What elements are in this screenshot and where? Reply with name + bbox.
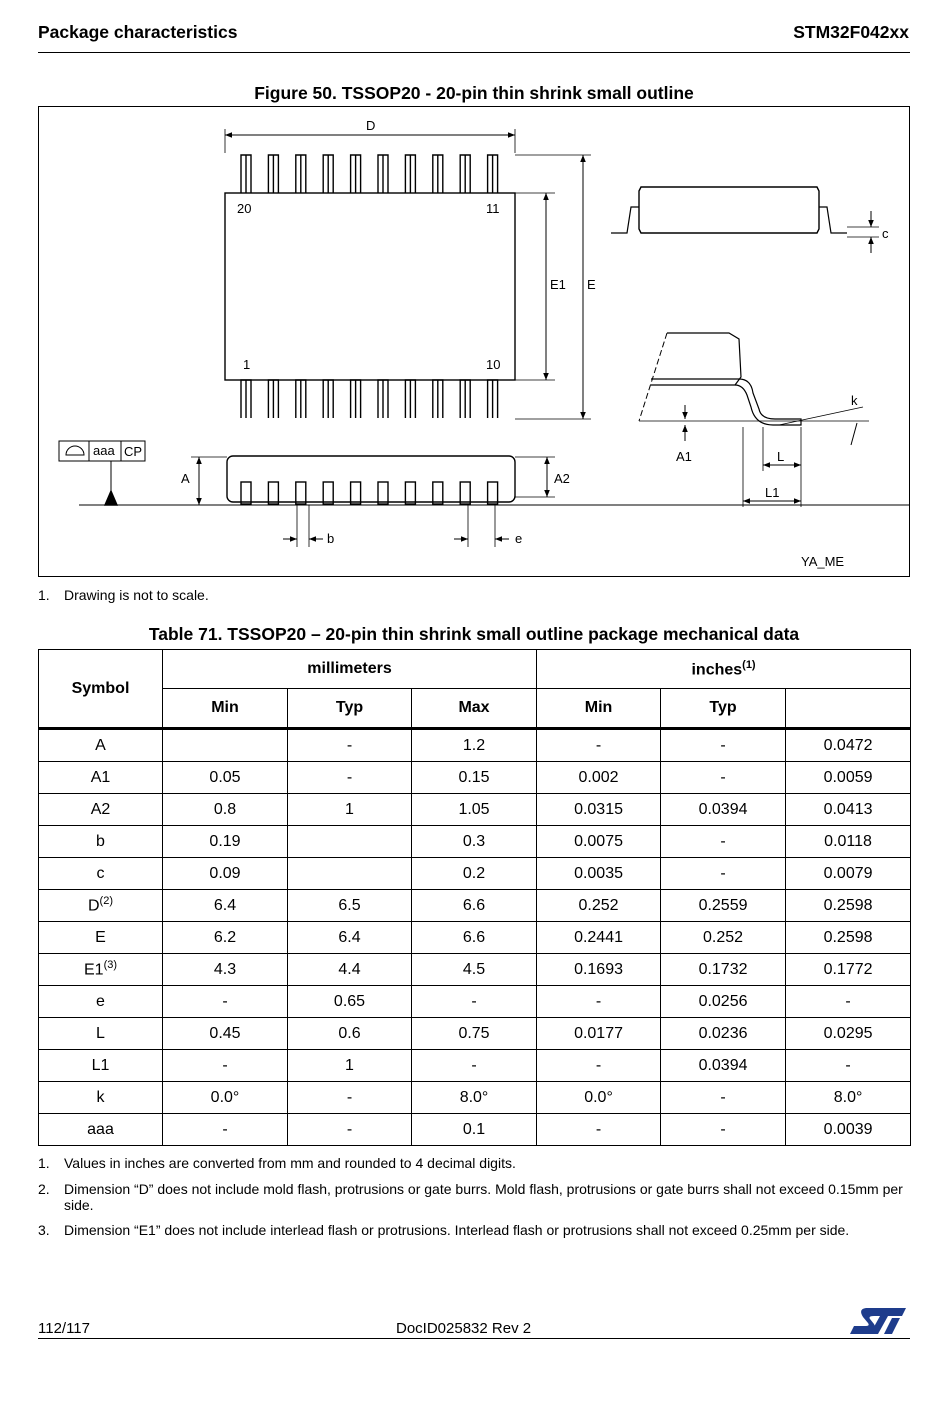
cell-in-max: - <box>786 986 911 1018</box>
pin-top <box>460 155 470 193</box>
cell-mm-typ: - <box>288 1114 412 1146</box>
table-row <box>39 922 911 954</box>
cell-mm-min: 0.8 <box>163 794 288 826</box>
label-e: e <box>515 531 523 546</box>
pin-bottom <box>488 380 498 418</box>
label-pin11: 11 <box>486 201 500 216</box>
pin-bottom <box>378 380 388 418</box>
header-section-title: Package characteristics <box>38 22 238 42</box>
symbol-text: c <box>96 864 105 882</box>
symbol-text: e <box>96 992 105 1010</box>
cell-symbol <box>39 762 163 794</box>
cell-in-min: 0.252 <box>537 890 661 922</box>
figure-note-number: 1. <box>38 587 50 603</box>
pin-side <box>296 482 306 504</box>
cell-mm-max: 6.6 <box>412 890 537 922</box>
cell-symbol <box>39 922 163 954</box>
label-E: E <box>587 277 596 292</box>
cell-mm-min: 0.05 <box>163 762 288 794</box>
symbol-text: A2 <box>90 800 111 818</box>
cell-mm-max: 0.1 <box>412 1114 537 1146</box>
cell-mm-min: 6.2 <box>163 922 288 954</box>
footnote-3-number: 3. <box>38 1222 50 1238</box>
pin-side <box>433 482 443 504</box>
cell-in-typ: 0.0394 <box>661 794 786 826</box>
figure-note <box>38 587 910 605</box>
pin-top <box>378 155 388 193</box>
footer-rule <box>38 1338 910 1339</box>
cell-mm-min: 4.3 <box>163 954 288 986</box>
cell-mm-min: 0.0° <box>163 1082 288 1114</box>
label-L1: L1 <box>765 485 780 500</box>
header-in-typ: Typ <box>661 689 786 729</box>
cell-in-max: 0.0039 <box>786 1114 911 1146</box>
pin-side <box>378 482 388 504</box>
pin-bottom <box>460 380 470 418</box>
cell-symbol <box>39 794 163 826</box>
symbol-text: A <box>95 736 106 754</box>
label-A1: A1 <box>676 449 692 464</box>
header-inches <box>537 650 911 689</box>
pin-side <box>405 482 415 504</box>
cell-mm-typ: 0.6 <box>288 1018 412 1050</box>
cell-symbol <box>39 1050 163 1082</box>
pin-bottom <box>323 380 333 418</box>
table-row <box>39 954 911 986</box>
pin-top <box>433 155 443 193</box>
label-pin20: 20 <box>237 201 252 216</box>
document-id: DocID025832 Rev 2 <box>396 1320 532 1337</box>
label-A2: A2 <box>554 471 570 486</box>
cell-symbol <box>39 1082 163 1114</box>
cell-mm-typ: 1 <box>288 794 412 826</box>
footnote-2-number: 2. <box>38 1181 50 1197</box>
pin-top <box>488 155 498 193</box>
cell-in-max: 8.0° <box>786 1082 911 1114</box>
table-row <box>39 858 911 890</box>
cell-mm-typ <box>288 858 412 890</box>
label-L: L <box>777 449 785 464</box>
figure-note-text: Drawing is not to scale. <box>64 587 209 603</box>
cell-mm-min: 0.09 <box>163 858 288 890</box>
cell-mm-max: 4.5 <box>412 954 537 986</box>
cell-mm-typ <box>288 826 412 858</box>
header-mm-typ: Typ <box>288 689 412 729</box>
cell-in-typ: 0.0394 <box>661 1050 786 1082</box>
cell-mm-max: 0.15 <box>412 762 537 794</box>
cell-mm-typ: 6.4 <box>288 922 412 954</box>
cell-in-min: - <box>537 986 661 1018</box>
label-aaa: aaa <box>93 443 115 458</box>
cell-mm-min: 0.45 <box>163 1018 288 1050</box>
label-b: b <box>327 531 335 546</box>
symbol-text: b <box>96 832 105 850</box>
symbol-text: aaa <box>87 1120 114 1138</box>
label-pin10: 10 <box>486 357 501 372</box>
cell-mm-min: 6.4 <box>163 890 288 922</box>
cell-mm-min: 0.19 <box>163 826 288 858</box>
cell-in-typ: - <box>661 858 786 890</box>
pin-side <box>268 482 278 504</box>
pin-top <box>296 155 306 193</box>
mechanical-data-table <box>38 649 911 1146</box>
cell-in-max: 0.0118 <box>786 826 911 858</box>
header-symbol: Symbol <box>39 650 163 729</box>
symbol-footnote: (2) <box>99 895 113 908</box>
cell-symbol <box>39 826 163 858</box>
cell-mm-typ: 1 <box>288 1050 412 1082</box>
label-cp: CP <box>124 444 143 459</box>
cell-symbol <box>39 1114 163 1146</box>
cell-in-max: 0.0472 <box>786 729 911 762</box>
cell-symbol <box>39 890 163 922</box>
cell-in-max: 0.0059 <box>786 762 911 794</box>
pin-bottom <box>405 380 415 418</box>
table-title: Table 71. TSSOP20 – 20-pin thin shrink small outline package mechanical data <box>148 624 800 644</box>
cell-mm-max: 1.2 <box>412 729 537 762</box>
package-drawing <box>38 106 910 577</box>
header-mm-max: Max <box>412 689 537 729</box>
figure-title: Figure 50. TSSOP20 - 20-pin thin shrink small outline <box>254 83 694 103</box>
pin-top <box>268 155 278 193</box>
table-row <box>39 986 911 1018</box>
footnote-2 <box>38 1181 910 1215</box>
cell-in-max: 0.0079 <box>786 858 911 890</box>
cell-in-typ: - <box>661 826 786 858</box>
cell-mm-max: 6.6 <box>412 922 537 954</box>
table-row <box>39 1018 911 1050</box>
cell-mm-typ: 4.4 <box>288 954 412 986</box>
cell-mm-max: 8.0° <box>412 1082 537 1114</box>
cell-in-typ: - <box>661 1114 786 1146</box>
table-row <box>39 890 911 922</box>
cell-mm-typ: - <box>288 729 412 762</box>
label-A: A <box>181 471 190 486</box>
cell-in-max: 0.0413 <box>786 794 911 826</box>
cell-in-max: - <box>786 1050 911 1082</box>
pin-top <box>351 155 361 193</box>
cell-in-min: 0.2441 <box>537 922 661 954</box>
symbol-text: D <box>87 897 100 915</box>
cell-in-max: 0.2598 <box>786 922 911 954</box>
cell-in-min: 0.0315 <box>537 794 661 826</box>
cell-mm-min: - <box>163 1050 288 1082</box>
cell-in-max: 0.0295 <box>786 1018 911 1050</box>
cell-mm-typ: 0.65 <box>288 986 412 1018</box>
pin-bottom <box>296 380 306 418</box>
footnote-2-text: Dimension “D” does not include mold flash, protrusions or gate burrs. Mold flash, protrusions or gate burrs shall not exceed 0.15mm per side. <box>64 1181 903 1213</box>
cell-symbol <box>39 729 163 762</box>
table-row <box>39 826 911 858</box>
cell-in-min: 0.0° <box>537 1082 661 1114</box>
header-millimeters: millimeters <box>163 650 537 689</box>
pin-bottom <box>433 380 443 418</box>
header-rule <box>38 52 910 53</box>
header-mm-min: Min <box>163 689 288 729</box>
cell-in-min: 0.002 <box>537 762 661 794</box>
symbol-text: A1 <box>90 768 111 786</box>
cell-in-typ: 0.252 <box>661 922 786 954</box>
label-c: c <box>882 226 889 241</box>
cell-mm-max: 0.3 <box>412 826 537 858</box>
label-pin1: 1 <box>243 357 251 372</box>
table-row <box>39 729 911 762</box>
label-k: k <box>851 393 858 408</box>
symbol-text: k <box>96 1088 105 1106</box>
symbol-text: L <box>96 1024 105 1042</box>
table-row <box>39 794 911 826</box>
pin-bottom <box>351 380 361 418</box>
cell-in-typ: 0.0236 <box>661 1018 786 1050</box>
pin-top <box>405 155 415 193</box>
cell-mm-max: - <box>412 986 537 1018</box>
cell-mm-max: 0.75 <box>412 1018 537 1050</box>
table-row <box>39 762 911 794</box>
cell-symbol <box>39 858 163 890</box>
header-in-max <box>786 689 911 729</box>
pin-bottom <box>241 380 251 418</box>
cell-symbol <box>39 1018 163 1050</box>
cell-symbol <box>39 986 163 1018</box>
footnote-1-number: 1. <box>38 1155 50 1171</box>
pin-top <box>323 155 333 193</box>
header-in-min: Min <box>537 689 661 729</box>
st-logo <box>848 1304 908 1336</box>
cell-mm-max: 1.05 <box>412 794 537 826</box>
label-E1: E1 <box>550 277 566 292</box>
cell-mm-min: - <box>163 1114 288 1146</box>
pin-side <box>323 482 333 504</box>
pin-top <box>241 155 251 193</box>
header-inches-label: inches <box>691 661 743 679</box>
footnote-1 <box>38 1155 910 1173</box>
package-drawing-svg <box>39 107 909 576</box>
pin-side <box>460 482 470 504</box>
cell-in-min: 0.0035 <box>537 858 661 890</box>
cell-in-min: 0.0177 <box>537 1018 661 1050</box>
pin-side <box>488 482 498 504</box>
cell-in-min: 0.1693 <box>537 954 661 986</box>
cell-in-typ: 0.0256 <box>661 986 786 1018</box>
cell-mm-typ: - <box>288 762 412 794</box>
cell-mm-max: - <box>412 1050 537 1082</box>
cell-in-min: - <box>537 729 661 762</box>
table-row <box>39 1050 911 1082</box>
table-row <box>39 1114 911 1146</box>
pin-side <box>351 482 361 504</box>
cell-symbol <box>39 954 163 986</box>
cell-in-min: - <box>537 1050 661 1082</box>
table-row <box>39 1082 911 1114</box>
pin-side <box>241 482 251 504</box>
symbol-footnote: (3) <box>103 959 118 972</box>
symbol-text: L1 <box>91 1056 110 1074</box>
cell-mm-typ: - <box>288 1082 412 1114</box>
footnote-3 <box>38 1222 910 1256</box>
cell-in-typ: 0.1732 <box>661 954 786 986</box>
label-D: D <box>366 118 376 133</box>
footnote-1-text: Values in inches are converted from mm and rounded to 4 decimal digits. <box>64 1155 516 1171</box>
header-inches-footnote: (1) <box>742 658 756 671</box>
cell-mm-typ: 6.5 <box>288 890 412 922</box>
header-part-number: STM32F042xx <box>793 22 909 42</box>
cell-in-typ: - <box>661 1082 786 1114</box>
st-logo-icon <box>848 1304 908 1336</box>
cell-mm-min <box>163 729 288 762</box>
symbol-text: E1 <box>83 961 104 979</box>
cell-mm-min: - <box>163 986 288 1018</box>
cell-in-min: 0.0075 <box>537 826 661 858</box>
cell-in-max: 0.2598 <box>786 890 911 922</box>
cell-in-typ: - <box>661 762 786 794</box>
pin-bottom <box>268 380 278 418</box>
symbol-text: E <box>95 928 106 946</box>
cell-in-max: 0.1772 <box>786 954 911 986</box>
label-drawing-code: YA_ME <box>801 554 845 569</box>
footnote-3-text: Dimension “E1” does not include interlead flash or protrusions. Interlead flash or protrusions shall not exceed 0.25mm per side. <box>64 1222 850 1238</box>
cell-in-min: - <box>537 1114 661 1146</box>
cell-in-typ: - <box>661 729 786 762</box>
page-number: 112/117 <box>38 1320 90 1337</box>
cell-in-typ: 0.2559 <box>661 890 786 922</box>
cell-mm-max: 0.2 <box>412 858 537 890</box>
